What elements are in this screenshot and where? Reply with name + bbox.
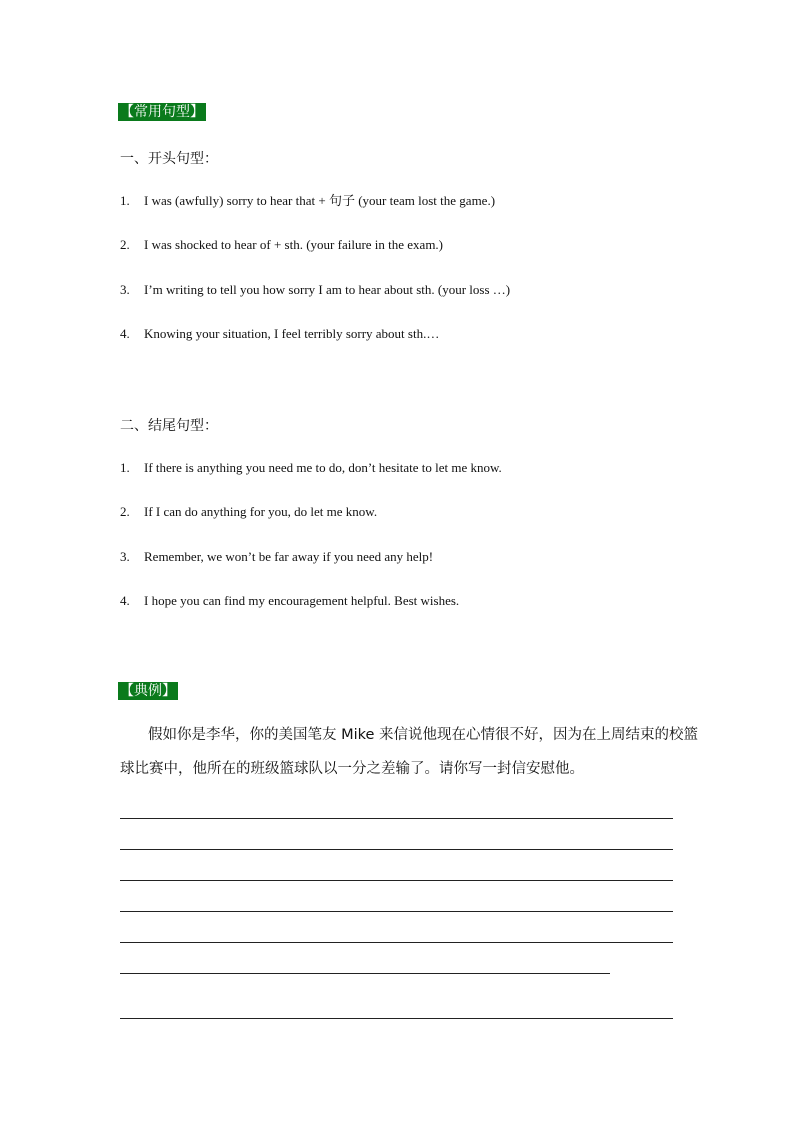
- example-prompt-line-1: 假如你是李华，你的美国笔友 Mike 来信说他现在心情很不好，因为在上周结束的校篮: [148, 727, 699, 743]
- example-prompt-line-2: 球比赛中，他所在的班级篮球队以一分之差输了。请你写一封信安慰他。: [120, 761, 584, 777]
- opening-item-1: [120, 193, 680, 211]
- writing-line: [120, 1018, 673, 1019]
- writing-line: [120, 973, 610, 974]
- writing-line: [120, 849, 673, 850]
- closing-item-2: [120, 504, 680, 522]
- item-number: 3.: [120, 549, 130, 564]
- item-number: 3.: [120, 282, 130, 297]
- closing-item-3: [120, 549, 680, 567]
- item-text: [144, 193, 495, 210]
- common-patterns-tag: 【常用句型】: [120, 104, 204, 120]
- item-text: I’m writing to tell you how sorry I am to hear about sth. (your loss …): [144, 282, 511, 297]
- writing-line: [120, 880, 673, 881]
- item-text: Remember, we won’t be far away if you need any help!: [144, 549, 434, 564]
- item-text: If I can do anything for you, do let me know.: [144, 504, 378, 519]
- item-text-part: I was (awfully) sorry to hear that +: [144, 193, 329, 208]
- example-tag: 【典例】: [120, 683, 176, 699]
- item-text: I hope you can find my encouragement helpful. Best wishes.: [144, 593, 460, 608]
- item-text: Knowing your situation, I feel terribly sorry about sth.…: [144, 326, 440, 341]
- writing-line: [120, 911, 673, 912]
- opening-item-3: [120, 282, 680, 300]
- item-text-part: (your team lost the game.): [354, 193, 496, 208]
- item-number: 4.: [120, 593, 130, 608]
- writing-line: [120, 942, 673, 943]
- item-number: 1.: [120, 193, 130, 208]
- opening-item-4: [120, 326, 680, 344]
- item-text-chinese: 句子: [328, 194, 355, 209]
- item-number: 1.: [120, 460, 130, 475]
- opening-item-2: [120, 237, 680, 255]
- item-number: 4.: [120, 326, 130, 341]
- item-number: 2.: [120, 504, 130, 519]
- closing-heading: 二、结尾句型：: [120, 418, 218, 434]
- item-text: I was shocked to hear of + sth. (your failure in the exam.): [144, 237, 444, 252]
- closing-item-4: [120, 593, 680, 611]
- item-text: If there is anything you need me to do, don’t hesitate to let me know.: [144, 460, 502, 475]
- item-number: 2.: [120, 237, 130, 252]
- opening-heading: 一、开头句型：: [120, 151, 218, 167]
- closing-item-1: [120, 460, 680, 478]
- writing-line: [120, 818, 673, 819]
